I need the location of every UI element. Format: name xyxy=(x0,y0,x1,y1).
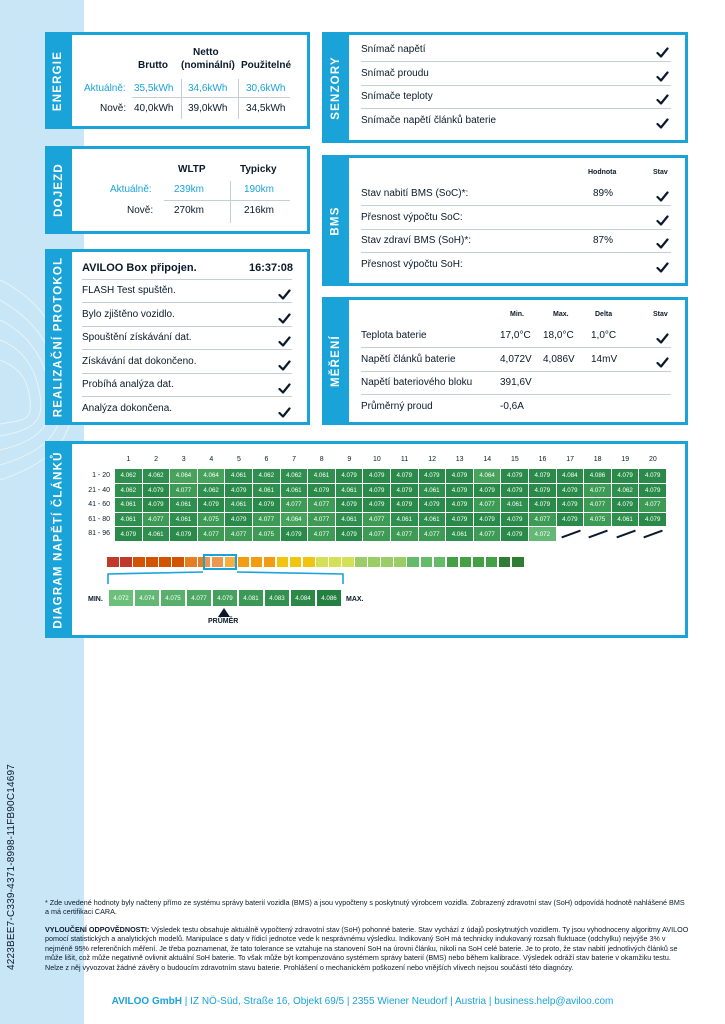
footnote: * Zde uvedené hodnoty byly načteny přímo ze systému správy baterií vozidla (BMS) a jsou vypočteny s poskytnutý výrobcem vozidla. Zobrazený zdravotní stav (SoH) odpovídá hodnotě nahlášené BMS a má certifikaci CARA. xyxy=(45,898,685,917)
column-header: 10 xyxy=(372,456,381,463)
check-icon xyxy=(656,331,669,342)
cell-voltage: 4.077 xyxy=(639,498,667,513)
measurement-min: 4,072V xyxy=(500,353,532,365)
cell-voltage: 4.079 xyxy=(143,498,171,513)
range-current-label: Aktuálně: xyxy=(110,184,152,195)
cell-voltage: 4.061 xyxy=(143,527,171,542)
energy-new-netto: 39,0kWh xyxy=(188,103,228,114)
cell-voltage: 4.079 xyxy=(336,527,364,542)
cell-voltage: 4.061 xyxy=(446,527,474,542)
col-typical: Typicky xyxy=(240,164,277,175)
check-icon xyxy=(278,311,291,322)
bms-row-value: 87% xyxy=(593,235,614,246)
column-header: 4 xyxy=(209,456,214,463)
cell-voltage: 4.062 xyxy=(115,484,143,499)
measurements-panel xyxy=(322,297,688,425)
measurement-min: -0,6A xyxy=(500,400,524,412)
cell-voltage: 4.077 xyxy=(363,527,391,542)
cell-voltage: 4.079 xyxy=(198,498,226,513)
average-marker-icon xyxy=(218,608,230,617)
cell-voltage: 4.077 xyxy=(308,527,336,542)
cell-voltage: 4.077 xyxy=(170,484,198,499)
sensors-tab: SENZORY xyxy=(322,32,349,143)
column-header: 2 xyxy=(154,456,159,463)
col-used: Použitelné xyxy=(241,60,292,71)
energy-tab: ENERGIE xyxy=(45,32,72,129)
cell-voltage: 4.077 xyxy=(308,498,336,513)
row-header: 41 - 60 xyxy=(88,501,110,509)
cell-voltage: 4.062 xyxy=(612,484,640,499)
cell-voltage: 4.079 xyxy=(474,513,502,528)
measurement-max: 4,086V xyxy=(543,353,575,365)
cell-voltage: 4.079 xyxy=(363,469,391,484)
col-value: Hodnota xyxy=(588,169,617,176)
column-header: 9 xyxy=(347,456,352,463)
row-header: 81 - 96 xyxy=(88,530,110,538)
check-icon xyxy=(278,405,291,416)
cell-voltage: 4.079 xyxy=(225,513,253,528)
energy-current-brutto: 35,5kWh xyxy=(134,83,174,94)
legend-cell: 4.074 xyxy=(134,589,160,607)
range-new-wltp: 270km xyxy=(174,205,205,216)
cell-voltage: 4.064 xyxy=(474,469,502,484)
cell-voltage: 4.075 xyxy=(584,513,612,528)
cell-voltage: 4.079 xyxy=(391,484,419,499)
cell-voltage: 4.079 xyxy=(557,484,585,499)
cell-diagram-tab: DIAGRAM NAPĚTÍ ČLÁNKŮ xyxy=(45,441,72,638)
column-header: 19 xyxy=(621,456,630,463)
cell-voltage: 4.061 xyxy=(308,469,336,484)
cell-voltage: 4.061 xyxy=(253,484,281,499)
legend-cell: 4.079 xyxy=(212,589,238,607)
row-header: 21 - 40 xyxy=(88,486,110,494)
city: 2355 Wiener Neudorf xyxy=(352,996,448,1007)
cell-voltage: 4.062 xyxy=(253,469,281,484)
cell-voltage: 4.079 xyxy=(501,484,529,499)
cell-voltage: 4.079 xyxy=(143,484,171,499)
cell-voltage: 4.077 xyxy=(419,527,447,542)
cell-voltage: 4.064 xyxy=(170,469,198,484)
cell-voltage: 4.077 xyxy=(225,527,253,542)
cell-voltage: 4.061 xyxy=(115,498,143,513)
zoom-lines xyxy=(48,444,691,641)
cell-voltage: 4.079 xyxy=(446,469,474,484)
check-icon xyxy=(656,92,669,103)
bms-row-label: Stav zdraví BMS (SoH)*: xyxy=(361,235,472,246)
column-header: 17 xyxy=(566,456,574,463)
col-netto-2: (nominální) xyxy=(181,60,235,71)
cell-voltage: 4.061 xyxy=(336,484,364,499)
bms-tab: BMS xyxy=(322,155,349,286)
legend-cell: 4.081 xyxy=(238,589,264,607)
cell-voltage: 4.077 xyxy=(143,513,171,528)
protocol-panel xyxy=(45,249,310,425)
measurement-min: 17,0°C xyxy=(500,330,531,341)
cell-voltage: 4.079 xyxy=(501,469,529,484)
sensors-panel xyxy=(322,32,688,143)
legend-max: MAX. xyxy=(346,596,364,603)
measurement-delta: 1,0°C xyxy=(591,330,617,341)
cell-voltage: 4.079 xyxy=(557,498,585,513)
cell-voltage: 4.079 xyxy=(363,498,391,513)
energy-new-brutto: 40,0kWh xyxy=(134,103,174,114)
cell-voltage: 4.079 xyxy=(419,469,447,484)
column-header: 11 xyxy=(400,456,409,463)
cell-voltage: 4.079 xyxy=(336,469,364,484)
check-icon xyxy=(656,189,669,200)
measurement-label: Napětí článků baterie xyxy=(361,353,456,365)
col-state: Stav xyxy=(653,311,668,318)
range-new-label: Nově: xyxy=(127,205,154,216)
column-header: 1 xyxy=(126,456,131,463)
check-icon xyxy=(278,358,291,369)
row-new-label: Nově: xyxy=(100,103,127,114)
check-icon xyxy=(278,334,291,345)
check-icon xyxy=(278,381,291,392)
range-current-typical: 190km xyxy=(244,184,275,195)
email[interactable]: business.help@aviloo.com xyxy=(494,996,614,1007)
check-icon xyxy=(656,45,669,56)
column-header: 12 xyxy=(428,456,436,463)
cell-voltage: 4.079 xyxy=(446,513,474,528)
check-icon xyxy=(656,69,669,80)
column-header: 15 xyxy=(510,456,519,463)
cell-voltage: 4.061 xyxy=(170,498,198,513)
col-netto-1: Netto xyxy=(193,47,219,58)
cell-voltage: 4.062 xyxy=(281,469,309,484)
protocol-step: Spouštění získávání dat. xyxy=(82,332,192,343)
country: Austria xyxy=(454,996,487,1007)
cell-voltage: 4.086 xyxy=(584,469,612,484)
cell-voltage: 4.079 xyxy=(474,484,502,499)
cell-voltage: 4.064 xyxy=(281,513,309,528)
measurement-min: 391,6V xyxy=(500,377,532,388)
cell-voltage: 4.079 xyxy=(557,513,585,528)
cell-voltage: 4.077 xyxy=(474,498,502,513)
cell-voltage: 4.077 xyxy=(363,513,391,528)
col-max: Max. xyxy=(553,311,569,318)
check-icon xyxy=(278,287,291,298)
measurement-label: Napětí bateriového bloku xyxy=(361,377,473,388)
cell-voltage: 4.077 xyxy=(308,513,336,528)
check-icon xyxy=(656,213,669,224)
bms-row-value: 89% xyxy=(593,188,614,199)
cell-voltage: 4.064 xyxy=(198,469,226,484)
check-icon xyxy=(656,116,669,127)
cell-voltage: 4.079 xyxy=(529,469,557,484)
cell-voltage: 4.062 xyxy=(115,469,143,484)
measurement-delta: 14mV xyxy=(591,353,618,365)
column-header: 3 xyxy=(181,456,186,463)
protocol-step: FLASH Test spuštěn. xyxy=(82,285,176,296)
energy-new-used: 34,5kWh xyxy=(246,103,286,114)
protocol-step: Probíhá analýza dat. xyxy=(82,379,174,390)
legend-cell: 4.086 xyxy=(316,589,342,607)
cell-voltage: 4.079 xyxy=(501,513,529,528)
cell-voltage: 4.061 xyxy=(225,498,253,513)
sensor-item: Snímač proudu xyxy=(361,67,429,79)
range-panel xyxy=(45,146,310,234)
column-header: 13 xyxy=(455,456,464,463)
bms-row-label: Stav nabití BMS (SoC)*: xyxy=(361,188,469,199)
cell-voltage: 4.079 xyxy=(501,527,529,542)
company: AVILOO GmbH xyxy=(111,996,182,1007)
cell-voltage: 4.077 xyxy=(253,513,281,528)
protocol-step: Získávání dat dokončeno. xyxy=(82,355,197,367)
cell-voltage: 4.077 xyxy=(198,527,226,542)
address-line: AVILOO GmbH | IZ NÖ-Süd, Straße 16, Objekt 69/5 | 2355 Wiener Neudorf | Austria | business.help@aviloo.com xyxy=(111,996,614,1007)
cell-voltage: 4.079 xyxy=(308,484,336,499)
legend-cell: 4.077 xyxy=(186,589,212,607)
column-header: 6 xyxy=(264,456,269,463)
sensor-item: Snímače teploty xyxy=(361,91,433,102)
cell-voltage: 4.077 xyxy=(281,498,309,513)
cell-voltage: 4.079 xyxy=(529,498,557,513)
range-current-wltp: 239km xyxy=(174,184,205,195)
column-header: 16 xyxy=(538,456,547,463)
cell-voltage: 4.079 xyxy=(446,498,474,513)
cell-voltage: 4.061 xyxy=(391,513,419,528)
cell-voltage: 4.077 xyxy=(391,527,419,542)
cell-voltage: 4.061 xyxy=(419,484,447,499)
check-icon xyxy=(656,236,669,247)
protocol-header: AVILOO Box připojen. xyxy=(82,262,197,274)
col-delta: Delta xyxy=(595,311,613,318)
row-current-label: Aktuálně: xyxy=(84,83,126,94)
cell-diagram-panel xyxy=(45,441,688,638)
cell-voltage: 4.079 xyxy=(612,498,640,513)
cell-voltage: 4.079 xyxy=(336,498,364,513)
cell-voltage: 4.079 xyxy=(281,527,309,542)
measurements-tab: MĚŘENÍ xyxy=(322,297,349,425)
protocol-step: Analýza dokončena. xyxy=(82,402,173,414)
energy-current-used: 30,6kWh xyxy=(246,83,286,94)
street: IZ NÖ-Süd, Straße 16, Objekt 69/5 xyxy=(190,996,345,1007)
col-wltp: WLTP xyxy=(178,164,206,175)
cell-voltage: 4.079 xyxy=(115,527,143,542)
cell-voltage: 4.077 xyxy=(529,513,557,528)
column-header: 7 xyxy=(292,456,297,463)
cell-voltage: 4.072 xyxy=(529,527,557,542)
cell-voltage: 4.079 xyxy=(391,498,419,513)
col-min: Min. xyxy=(510,311,524,318)
cell-voltage: 4.079 xyxy=(639,469,667,484)
document-id: 4223BEE7-C339-4371-8998-11FB90C14697 xyxy=(6,763,17,970)
energy-current-netto: 34,6kWh xyxy=(188,83,228,94)
column-header: 20 xyxy=(648,456,657,463)
column-header: 14 xyxy=(483,456,492,463)
cell-voltage: 4.079 xyxy=(225,484,253,499)
range-tab: DOJEZD xyxy=(45,146,72,234)
protocol-time: 16:37:08 xyxy=(249,262,294,274)
cell-voltage: 4.062 xyxy=(143,469,171,484)
column-header: 18 xyxy=(593,456,602,463)
check-icon xyxy=(656,355,669,366)
cell-voltage: 4.061 xyxy=(170,513,198,528)
energy-panel xyxy=(45,32,310,129)
sensor-item: Snímač napětí xyxy=(361,44,426,55)
cell-voltage: 4.061 xyxy=(281,484,309,499)
cell-voltage: 4.079 xyxy=(170,527,198,542)
legend-cell: 4.072 xyxy=(108,589,134,607)
legend-cell: 4.075 xyxy=(160,589,186,607)
cell-voltage: 4.079 xyxy=(253,498,281,513)
range-new-typical: 216km xyxy=(244,205,275,216)
cell-voltage: 4.079 xyxy=(612,469,640,484)
check-icon xyxy=(656,260,669,271)
col-brutto: Brutto xyxy=(138,60,168,71)
cell-voltage: 4.079 xyxy=(419,498,447,513)
protocol-tab: REALIZAČNÍ PROTOKOL xyxy=(45,249,72,425)
cell-voltage: 4.061 xyxy=(336,513,364,528)
sensor-item: Snímače napětí článků baterie xyxy=(361,114,497,126)
cell-voltage: 4.077 xyxy=(474,527,502,542)
legend-min: MIN. xyxy=(88,596,103,603)
cell-voltage: 4.061 xyxy=(115,513,143,528)
column-header: 5 xyxy=(236,456,241,463)
cell-voltage: 4.079 xyxy=(639,513,667,528)
measurement-label: Průměrný proud xyxy=(361,400,433,412)
cell-voltage: 4.061 xyxy=(501,498,529,513)
average-label: PRŮMĚR xyxy=(208,618,239,625)
protocol-step: Bylo zjištěno vozidlo. xyxy=(82,308,175,320)
cell-voltage: 4.061 xyxy=(225,469,253,484)
bms-row-label: Přesnost výpočtu SoC: xyxy=(361,211,463,223)
cell-voltage: 4.077 xyxy=(584,498,612,513)
cell-voltage: 4.062 xyxy=(198,484,226,499)
cell-voltage: 4.077 xyxy=(584,484,612,499)
cell-voltage: 4.079 xyxy=(363,484,391,499)
row-header: 1 - 20 xyxy=(92,472,110,479)
column-header: 8 xyxy=(319,456,324,463)
bms-row-label: Přesnost výpočtu SoH: xyxy=(361,258,463,270)
cell-voltage: 4.079 xyxy=(391,469,419,484)
col-state: Stav xyxy=(653,169,668,176)
disclaimer: VYLOUČENÍ ODPOVĚDNOSTI: Výsledek testu obsahuje aktuálně vypočtený zdravotní stav (SoH) pohonné baterie. Stav vychází z údajů poskytnutých vozidlem. Ty jsou vyhodnoceny algoritmy AVILOO pomocí statistických a analytických modelů. Manipulace s daty v řídicí jednotce vede k nesprávnému výsledku. Indikovaný SoH má technicky indukovaný rozsah fluktuace (odchylku) nejvýše 3% v nejméně 95% referenčních měření. Je třeba poznamenat, že tato tolerance se vztahuje na stanovení SoH na úrovni článku, nikoli na SoH celé baterie. Je to proto, že stav nabití jednotlivých článků se může lišit, což může negativně ovlivnit aktuální SoH baterie. To však může být kompenzováno systémem správy baterií (BMS) nebo během kalibrace. Výsledek odráží stav baterie v okamžiku testu. Nelze z něj vyvozovat žádné závěry o budoucím zdravotním stavu baterie. Prohlášení o mechanickém poškození nebo vnějších vlivech nejsou součástí této diagnózy. xyxy=(45,925,689,972)
cell-voltage: 4.075 xyxy=(198,513,226,528)
legend-cell: 4.083 xyxy=(264,589,290,607)
cell-voltage: 4.079 xyxy=(639,484,667,499)
cell-voltage: 4.084 xyxy=(557,469,585,484)
cell-voltage: 4.061 xyxy=(419,513,447,528)
measurement-max: 18,0°C xyxy=(543,330,574,341)
bms-panel xyxy=(322,155,688,286)
row-header: 61 - 80 xyxy=(88,515,110,523)
cell-voltage: 4.061 xyxy=(612,513,640,528)
cell-voltage: 4.075 xyxy=(253,527,281,542)
cell-voltage: 4.079 xyxy=(446,484,474,499)
cell-voltage: 4.079 xyxy=(529,484,557,499)
measurement-label: Teplota baterie xyxy=(361,330,427,341)
legend-cell: 4.084 xyxy=(290,589,316,607)
